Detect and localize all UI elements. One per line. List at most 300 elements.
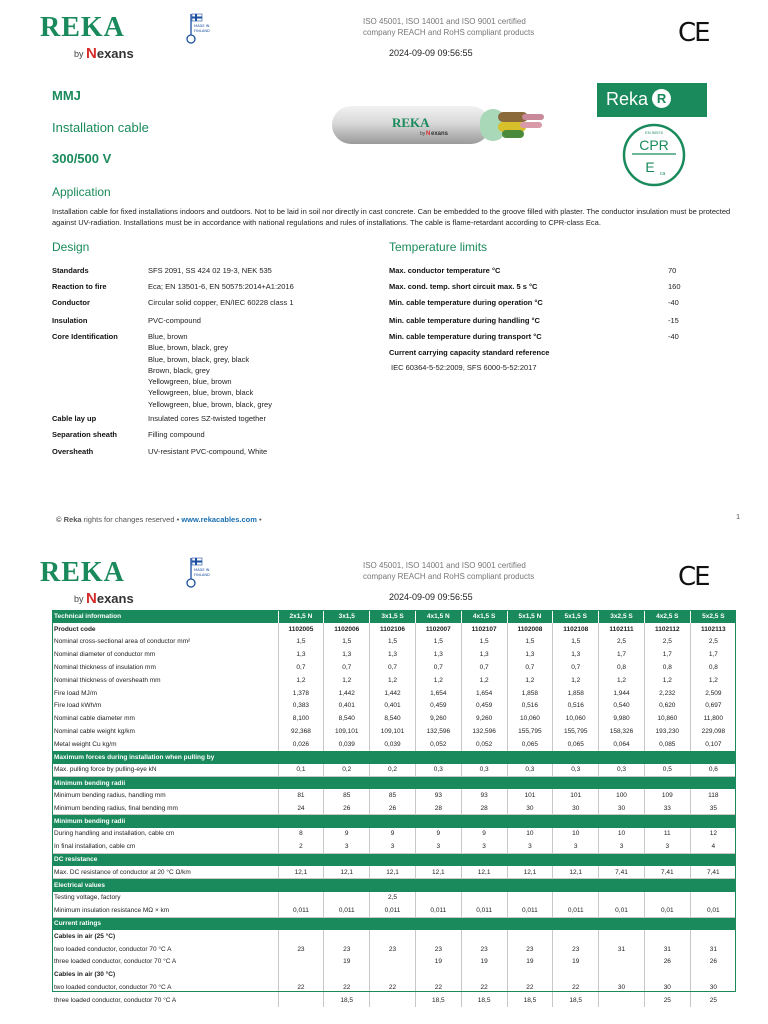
table-cell: 30: [507, 802, 553, 815]
iso-certification: [363, 560, 534, 582]
table-cell: 1102112: [644, 623, 690, 636]
table-cell: 26: [644, 956, 690, 969]
table-cell: 3: [507, 840, 553, 853]
table-cell: 23: [278, 943, 324, 956]
table-cell: 9: [324, 828, 370, 841]
table-cell: 8: [278, 828, 324, 841]
product-code-title: MMJ: [52, 88, 81, 103]
table-cell: 12,1: [553, 866, 599, 879]
table-cell: 132,596: [415, 725, 461, 738]
table-row-label: Nominal cable weight kg/km: [54, 728, 135, 736]
ce-mark: CE: [678, 18, 709, 48]
design-value-lay-up: Insulated cores SZ-twisted together: [148, 414, 266, 423]
table-cell: 1,7: [644, 648, 690, 661]
reka-logo: REKA: [40, 12, 125, 43]
table-cell: 26: [370, 802, 416, 815]
table-cell: 1,3: [415, 648, 461, 661]
technical-table-border: [52, 610, 736, 992]
application-heading: Application: [52, 185, 111, 199]
design-value-reaction: Eca; EN 13501-6, EN 50575:2014+A1:2016: [148, 282, 294, 291]
cpr-standard-text: EN 50575: [645, 130, 663, 135]
table-header-column: 5x1,5 S: [553, 610, 599, 623]
table-cell: 0,8: [599, 661, 645, 674]
table-cell: 33: [644, 802, 690, 815]
table-cell: 93: [415, 789, 461, 802]
table-cell: 85: [370, 789, 416, 802]
table-cell: 22: [370, 981, 416, 994]
table-cell: 1,5: [461, 636, 507, 649]
temp-label-operation: Min. cable temperature during operation °C: [389, 298, 543, 307]
table-cell: 1,858: [507, 687, 553, 700]
table-cell: 1,944: [599, 687, 645, 700]
design-label-lay-up: Cable lay up: [52, 414, 97, 423]
temp-label-transport: Min. cable temperature during transport °C: [389, 332, 542, 341]
table-cell: 118: [690, 789, 736, 802]
table-cell: 30: [690, 981, 736, 994]
table-cell: 31: [599, 943, 645, 956]
table-cell: 12,1: [370, 866, 416, 879]
cpr-class-letter: E: [645, 159, 655, 175]
table-cell: 23: [415, 943, 461, 956]
design-label-standards: Standards: [52, 266, 89, 275]
table-cell: 12,1: [415, 866, 461, 879]
table-cell: 0,011: [324, 904, 370, 917]
table-cell: 10: [507, 828, 553, 841]
table-cell: 18,5: [461, 994, 507, 1007]
temp-label-handling: Min. cable temperature during handling °C: [389, 316, 540, 325]
iso-line-1: ISO 45001, ISO 14001 and ISO 9001 certified: [363, 17, 526, 26]
nexans-logo: [86, 45, 134, 62]
table-cell: 8,540: [370, 712, 416, 725]
table-cell: 132,596: [461, 725, 507, 738]
table-cell: 1,2: [415, 674, 461, 687]
table-cell: 2,5: [370, 892, 416, 905]
table-cell: 0,7: [507, 661, 553, 674]
table-cell: 1,2: [370, 674, 416, 687]
table-cell: 30: [599, 802, 645, 815]
table-cell: 23: [461, 943, 507, 956]
table-cell: 1,3: [507, 648, 553, 661]
table-header-label: Technical information: [52, 610, 278, 623]
reka-brand-badge: [597, 83, 707, 117]
nexans-logo: [86, 590, 134, 607]
design-label-separation: Separation sheath: [52, 430, 118, 439]
table-row-label: Minimum bending radius, final bending mm: [52, 802, 278, 815]
temp-ref-value: IEC 60364-5-52:2009, SFS 6000-5-52:2017: [391, 363, 537, 372]
iso-line-2: company REACH and RoHS compliant products: [363, 572, 535, 581]
reka-logo: REKA: [40, 557, 125, 588]
table-cell: 10,060: [507, 712, 553, 725]
cpr-text: CPR: [639, 137, 669, 153]
temp-value-max-conductor: 70: [668, 266, 677, 275]
table-cell: 1,2: [599, 674, 645, 687]
table-cell: 0,8: [644, 661, 690, 674]
table-cell: 155,795: [507, 725, 553, 738]
table-cell: 18,5: [324, 994, 370, 1007]
table-cell: 193,230: [644, 725, 690, 738]
svg-text:MADE IN: MADE IN: [194, 24, 210, 28]
table-cell: 0,7: [415, 661, 461, 674]
table-cell: 0,065: [507, 738, 553, 751]
table-cell: [370, 994, 416, 1007]
table-cell: 10: [553, 828, 599, 841]
table-cell: 2: [278, 840, 324, 853]
temp-label-max-conductor: Max. conductor temperature °C: [389, 266, 501, 275]
table-cell: 0,5: [644, 764, 690, 777]
table-cell: 1102107: [461, 623, 507, 636]
table-header-column: 5x1,5 N: [507, 610, 553, 623]
table-cell: 81: [278, 789, 324, 802]
table-cell: 30: [644, 981, 690, 994]
table-cell: 23: [324, 943, 370, 956]
table-cell: 12,1: [324, 866, 370, 879]
table-cell: 30: [553, 802, 599, 815]
table-cell: 2,232: [644, 687, 690, 700]
footer-tail: •: [256, 515, 262, 524]
temp-value-handling: -15: [668, 316, 679, 325]
design-label-conductor: Conductor: [52, 298, 90, 307]
cable-nexans-rest: exans: [431, 131, 449, 137]
table-row-label: Nominal thickness of oversheath mm: [54, 676, 161, 684]
made-in-finland-icon: [184, 12, 218, 46]
table-cell: 4: [690, 840, 736, 853]
table-cell: 3: [370, 840, 416, 853]
nexans-rest: exans: [96, 591, 134, 606]
table-cell: 0,3: [507, 764, 553, 777]
table-cell: [278, 994, 324, 1007]
table-cell: 1,7: [690, 648, 736, 661]
table-cell: 26: [324, 802, 370, 815]
table-cell: 1,858: [553, 687, 599, 700]
table-cell: 0,039: [324, 738, 370, 751]
print-date: 2024-09-09 09:56:55: [389, 48, 473, 58]
table-cell: 10: [599, 828, 645, 841]
table-cell: 30: [599, 981, 645, 994]
table-cell: 7,41: [644, 866, 690, 879]
table-cell: 31: [644, 943, 690, 956]
table-cell: 1,7: [599, 648, 645, 661]
cable-image: [330, 100, 560, 150]
table-row-label: In final installation, cable cm: [52, 840, 278, 853]
table-cell: 1,5: [370, 636, 416, 649]
table-cell: 0,7: [553, 661, 599, 674]
table-header-column: 3x1,5: [324, 610, 370, 623]
cable-nexans-n: N: [426, 131, 431, 137]
table-cell: 229,098: [690, 725, 736, 738]
table-cell: 0,01: [644, 904, 690, 917]
table-header-column: 4x2,5 S: [644, 610, 690, 623]
logo-by-text: by: [74, 49, 84, 59]
ce-mark: CE: [678, 562, 709, 592]
nexans-n: N: [86, 45, 97, 62]
table-row-label: During handling and installation, cable cm: [54, 830, 175, 838]
temp-value-transport: -40: [668, 332, 679, 341]
table-cell: 0,011: [507, 904, 553, 917]
table-cell: 0,3: [461, 764, 507, 777]
table-cell: 8,540: [324, 712, 370, 725]
table-row: [52, 994, 736, 1007]
table-cell: 23: [370, 943, 416, 956]
table-row-label: three loaded conductor, conductor 70 °C A: [54, 958, 177, 966]
table-cell: 1,2: [507, 674, 553, 687]
table-cell: 3: [553, 840, 599, 853]
table-cell: 0,2: [324, 764, 370, 777]
table-cell: 22: [461, 981, 507, 994]
table-row-label: Fire load kWh/m: [54, 702, 102, 710]
table-cell: 0,026: [278, 738, 324, 751]
table-cell: 0,383: [278, 700, 324, 713]
table-cell: [599, 994, 645, 1007]
table-cell: 0,697: [690, 700, 736, 713]
table-cell: 1,3: [553, 648, 599, 661]
table-cell: 12,1: [278, 866, 324, 879]
table-cell: 9,260: [415, 712, 461, 725]
table-cell: 101: [507, 789, 553, 802]
temp-value-operation: -40: [668, 298, 679, 307]
table-row-label: two loaded conductor, conductor 70 °C A: [54, 945, 172, 953]
table-cell: 1,442: [370, 687, 416, 700]
design-value-separation: Filling compound: [148, 430, 205, 439]
table-row-label: Nominal thickness of insulation mm: [54, 664, 156, 672]
table-cell: 3: [415, 840, 461, 853]
table-cell: 11: [644, 828, 690, 841]
table-cell: 22: [415, 981, 461, 994]
design-value-conductor: Circular solid copper, EN/IEC 60228 class 1: [148, 298, 294, 307]
table-cell: 0,085: [644, 738, 690, 751]
table-cell: 18,5: [415, 994, 461, 1007]
table-cell: 0,011: [415, 904, 461, 917]
table-cell: 1102111: [599, 623, 645, 636]
table-cell: 2,5: [690, 636, 736, 649]
table-row-label: Minimum bending radius, handling mm: [54, 792, 166, 800]
table-cell: 1,378: [278, 687, 324, 700]
table-cell: 9: [370, 828, 416, 841]
cpr-class-icon: [622, 123, 686, 187]
temp-label-short-circuit: Max. cond. temp. short circuit max. 5 s °C: [389, 282, 538, 291]
table-cell: 26: [690, 956, 736, 969]
table-cell: 0,065: [553, 738, 599, 751]
design-label-oversheath: Oversheath: [52, 447, 94, 456]
table-cell: 19: [461, 956, 507, 969]
table-cell: 7,41: [599, 866, 645, 879]
table-cell: 0,620: [644, 700, 690, 713]
table-cell: 0,052: [461, 738, 507, 751]
table-cell: 1,2: [278, 674, 324, 687]
cpr-class-subscript: ca: [660, 171, 666, 177]
table-cell: 1,5: [415, 636, 461, 649]
table-cell: 1,654: [461, 687, 507, 700]
table-cell: 1,2: [461, 674, 507, 687]
table-cell: 2,5: [599, 636, 645, 649]
iso-line-1: ISO 45001, ISO 14001 and ISO 9001 certified: [363, 561, 526, 570]
table-cell: 0,011: [278, 904, 324, 917]
table-cell: 109: [644, 789, 690, 802]
table-cell: 1,5: [324, 636, 370, 649]
svg-text:FINLAND: FINLAND: [194, 573, 210, 577]
table-cell: 12,1: [507, 866, 553, 879]
table-cell: 1102106: [370, 623, 416, 636]
print-date: 2024-09-09 09:56:55: [389, 592, 473, 602]
table-cell: 2,5: [644, 636, 690, 649]
table-row-label: Max. pulling force by pulling-eye kN: [52, 764, 278, 777]
made-in-finland-icon: [184, 556, 218, 590]
design-value-oversheath: UV-resistant PVC-compound, White: [148, 447, 268, 456]
table-row-label: three loaded conductor, conductor 70 °C A: [54, 996, 177, 1004]
table-cell: 1102008: [507, 623, 553, 636]
table-cell: 19: [553, 956, 599, 969]
application-text: Installation cable for fixed installations indoors and outdoors. Not to be laid in soil nor directly in cast concrete. Can be embedded to the groove filled with plaster. The conductor insulation must be protected against UV-radiation. Installations must be in accordance with national regulations and rules of installations. The cable is flame-retardant according to CPR-class Eca.: [52, 207, 731, 227]
temp-ref-label: Current carrying capacity standard reference: [389, 348, 550, 357]
datasheet-page-2: [0, 545, 768, 1024]
table-cell: 10,860: [644, 712, 690, 725]
table-cell: 0,516: [507, 700, 553, 713]
table-cell: 0,7: [370, 661, 416, 674]
table-cell: 1,654: [415, 687, 461, 700]
table-cell: 1,3: [278, 648, 324, 661]
table-cell: 1,3: [324, 648, 370, 661]
table-cell: 23: [507, 943, 553, 956]
table-row-label: Nominal cross-sectional area of conductor mm²: [54, 638, 191, 646]
table-cell: 35: [690, 802, 736, 815]
iso-line-2: company REACH and RoHS compliant products: [363, 28, 535, 37]
table-cell: 19: [507, 956, 553, 969]
table-cell: 1102005: [278, 623, 324, 636]
table-header-column: 4x1,5 N: [415, 610, 461, 623]
table-cell: 0,107: [690, 738, 736, 751]
cable-reka-label: REKA: [392, 115, 430, 130]
table-cell: 9,260: [461, 712, 507, 725]
table-cell: 24: [278, 802, 324, 815]
table-cell: 19: [324, 956, 370, 969]
table-row-label: Cables in air (25 °C): [54, 932, 116, 940]
footer: [56, 515, 262, 524]
table-cell: 109,101: [324, 725, 370, 738]
table-cell: 0,401: [370, 700, 416, 713]
table-cell: 158,326: [599, 725, 645, 738]
table-row-label: Metal weight Cu kg/m: [54, 740, 117, 748]
design-value-standards: SFS 2091, SS 424 02 19-3, NEK 535: [148, 266, 272, 275]
reka-badge-text: Reka: [606, 89, 649, 109]
table-cell: 3: [461, 840, 507, 853]
table-row-label: Product code: [54, 625, 96, 633]
table-cell: 92,368: [278, 725, 324, 738]
table-cell: 2,509: [690, 687, 736, 700]
table-cell: 1102006: [324, 623, 370, 636]
design-value-core-id: Blue, brown Blue, brown, black, grey Blue, brown, black, grey, black Brown, black, grey Yellowgreen, blue, brown Yellowgreen, blue, brown, black Yellowgreen, blue, brown, black, grey: [148, 332, 272, 409]
table-row-label: Fire load MJ/m: [54, 689, 97, 697]
table-cell: 0,459: [461, 700, 507, 713]
table-cell: 8,100: [278, 712, 324, 725]
table-cell: 93: [461, 789, 507, 802]
table-cell: 7,41: [690, 866, 736, 879]
table-cell: 22: [553, 981, 599, 994]
table-cell: 109,101: [370, 725, 416, 738]
table-cell: 0,01: [599, 904, 645, 917]
table-cell: 11,800: [690, 712, 736, 725]
footer-copyright: © Reka: [56, 515, 82, 524]
table-cell: 1,2: [553, 674, 599, 687]
table-cell: 22: [507, 981, 553, 994]
table-header-column: 4x1,5 S: [461, 610, 507, 623]
table-header-column: 2x1,5 N: [278, 610, 324, 623]
table-cell: 0,7: [278, 661, 324, 674]
table-section-title: Maximum forces during installation when pulling by: [52, 751, 736, 764]
table-cell: 12,1: [461, 866, 507, 879]
table-cell: 9,980: [599, 712, 645, 725]
iso-certification: [363, 16, 534, 38]
table-row-label: Max. DC resistance of conductor at 20 °C Ω/km: [52, 866, 278, 879]
table-cell: 100: [599, 789, 645, 802]
table-cell: 0,401: [324, 700, 370, 713]
temp-value-short-circuit: 160: [668, 282, 681, 291]
table-cell: 0,011: [553, 904, 599, 917]
table-row-label: two loaded conductor, conductor 70 °C A: [54, 984, 172, 991]
table-cell: 9: [415, 828, 461, 841]
table-cell: 10,060: [553, 712, 599, 725]
table-cell: 0,7: [461, 661, 507, 674]
svg-text:FINLAND: FINLAND: [194, 29, 210, 33]
table-header-column: 3x2,5 S: [599, 610, 645, 623]
table-cell: 23: [553, 943, 599, 956]
table-cell: 18,5: [507, 994, 553, 1007]
table-cell: 0,01: [690, 904, 736, 917]
logo-by-text: by: [74, 594, 84, 604]
table-section-title: DC resistance: [52, 853, 736, 866]
table-cell: 1102113: [690, 623, 736, 636]
design-label-insulation: Insulation: [52, 316, 88, 325]
table-section-title: Current ratings: [52, 917, 736, 930]
table-cell: 85: [324, 789, 370, 802]
table-cell: 25: [690, 994, 736, 1007]
cable-by-label: by: [420, 131, 426, 137]
table-cell: 28: [415, 802, 461, 815]
table-row-label: Cables in air (30 °C): [54, 971, 116, 979]
table-cell: 0,540: [599, 700, 645, 713]
table-cell: 0,064: [599, 738, 645, 751]
table-cell: 0,011: [461, 904, 507, 917]
reka-badge-r: R: [652, 89, 671, 108]
table-cell: 0,011: [370, 904, 416, 917]
table-cell: 0,3: [415, 764, 461, 777]
table-cell: 1,442: [324, 687, 370, 700]
product-type-title: Installation cable: [52, 120, 149, 135]
table-section-title: Minimum bending radii: [52, 815, 736, 828]
table-cell: 31: [690, 943, 736, 956]
table-section-title: Minimum bending radii: [52, 776, 736, 789]
design-value-insulation: PVC-compound: [148, 316, 201, 325]
table-cell: 25: [644, 994, 690, 1007]
table-cell: 22: [324, 981, 370, 994]
table-cell: 1,2: [644, 674, 690, 687]
table-cell: 22: [278, 981, 324, 994]
table-cell: 0,052: [415, 738, 461, 751]
footer-website-link[interactable]: www.rekacables.com: [181, 515, 257, 524]
table-cell: 0,039: [370, 738, 416, 751]
table-cell: 0,1: [278, 764, 324, 777]
table-cell: 1,2: [690, 674, 736, 687]
table-cell: 0,8: [690, 661, 736, 674]
table-cell: 19: [415, 956, 461, 969]
nexans-n: N: [86, 590, 97, 607]
table-cell: 3: [324, 840, 370, 853]
table-cell: 1,5: [507, 636, 553, 649]
table-cell: 1,5: [553, 636, 599, 649]
table-cell: 0,516: [553, 700, 599, 713]
table-section-title: Electrical values: [52, 879, 736, 892]
temperature-heading: Temperature limits: [389, 240, 488, 254]
table-cell: 155,795: [553, 725, 599, 738]
table-cell: 18,5: [553, 994, 599, 1007]
